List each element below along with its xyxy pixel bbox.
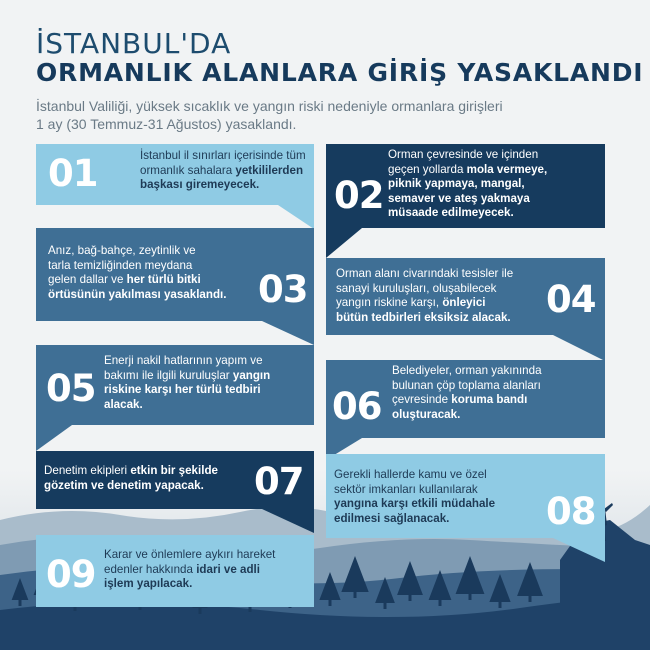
item-text-line: [388, 177, 547, 192]
card-pointer: [553, 335, 605, 361]
item-text-line: [392, 364, 542, 379]
item-text-line: [44, 479, 218, 494]
item-text-regular: edenler hakkında: [104, 562, 197, 576]
item-number: 03: [258, 268, 308, 311]
item-text-regular: İstanbul il sınırları içerisinde tüm: [140, 149, 306, 162]
item-text-bold: başkası giremeyecek.: [140, 178, 260, 192]
item-text-line: [388, 206, 547, 221]
item-text-line: [104, 563, 275, 578]
item-text-bold: yangına karşı etkili müdahale: [334, 497, 496, 511]
item-text-regular: Enerji nakil hatlarının yapım ve: [104, 354, 263, 367]
item-text-line: [336, 311, 513, 326]
item-text-line: [334, 483, 495, 498]
item-text-line: [48, 259, 226, 274]
item-text-line: [336, 282, 513, 297]
item-text-line: [336, 296, 513, 311]
card-pointer: [326, 228, 362, 258]
title-city: İSTANBUL'DA: [36, 27, 232, 60]
item-text-bold: her türlü bitki: [126, 273, 201, 287]
item-card-03: [36, 228, 314, 321]
item-text: [104, 354, 270, 412]
item-text-line: [104, 577, 275, 592]
item-text: [336, 267, 513, 325]
item-text-regular: gelen dallar ve: [48, 273, 127, 287]
item-text-bold: riskine karşı her türlü tedbiri: [104, 383, 261, 397]
item-text-regular: çevresinde: [392, 393, 452, 407]
item-text-regular: yangın riskine karşı,: [336, 296, 443, 310]
item-card-06: [326, 360, 605, 438]
item-number: 04: [546, 278, 596, 321]
item-text-bold: önleyici: [442, 296, 486, 310]
item-text-regular: Gerekli hallerde kamu ve özel: [334, 468, 487, 481]
item-text-line: [336, 267, 513, 282]
item-text-regular: Karar ve önlemlere aykırı hareket: [104, 548, 276, 561]
item-text-regular: Orman alanı civarındaki tesisler ile: [336, 267, 514, 280]
item-text: [392, 364, 542, 422]
item-text-regular: bulunan çöp toplama alanları: [392, 378, 541, 392]
card-pointer: [262, 321, 314, 345]
item-text-regular: sektör imkanları kullanılarak: [334, 482, 478, 496]
item-text-bold: örtüsünün yakılması yasaklandı.: [48, 287, 227, 301]
item-text-bold: edilmesi sağlanacak.: [334, 511, 450, 525]
item-card-04: [326, 258, 605, 335]
item-text-bold: oluşturacak.: [392, 407, 461, 421]
card-pointer: [553, 538, 605, 562]
item-card-02: [326, 144, 605, 228]
item-text-line: [334, 512, 495, 527]
item-text: [48, 244, 226, 302]
item-text-line: [334, 468, 495, 483]
item-text-bold: semaver ve ateş yakmaya: [388, 191, 530, 205]
item-text-regular: Denetim ekipleri: [44, 464, 131, 477]
item-text-bold: müsaade edilmeyecek.: [388, 206, 514, 220]
item-text-line: [48, 273, 226, 288]
item-text: [334, 468, 495, 526]
item-text-bold: etkin bir şekilde: [130, 464, 218, 477]
item-text-line: [334, 497, 495, 512]
item-text-line: [392, 393, 542, 408]
item-text-line: [44, 464, 218, 479]
item-card-09: [36, 535, 314, 607]
item-text-line: [388, 192, 547, 207]
item-text-line: [140, 164, 306, 179]
item-text: [388, 148, 547, 221]
item-number: 01: [48, 152, 98, 195]
item-text-regular: Anız, bağ-bahçe, zeytinlik ve: [48, 244, 196, 257]
item-text-regular: tarla temizliğinden meydana: [48, 258, 193, 272]
card-pointer: [36, 425, 72, 451]
item-number: 07: [254, 460, 304, 503]
item-number: 09: [46, 553, 96, 596]
item-text-regular: ormanlık sahalara: [140, 163, 236, 177]
item-number: 02: [334, 174, 384, 217]
subtitle-line: 1 ay (30 Temmuz-31 Ağustos) yasaklandı.: [36, 116, 297, 132]
item-text-line: [104, 369, 270, 384]
item-text: [44, 464, 218, 493]
item-text-line: [392, 408, 542, 423]
item-text-bold: işlem yapılacak.: [104, 577, 193, 591]
item-card-07: [36, 451, 314, 509]
item-text-bold: piknik yapmaya, mangal,: [388, 177, 525, 191]
item-text-line: [140, 149, 306, 164]
item-text-bold: gözetim ve denetim yapacak.: [44, 478, 204, 492]
item-text-line: [104, 354, 270, 369]
card-pointer: [278, 205, 314, 229]
item-text: [140, 149, 306, 193]
item-text-line: [140, 178, 306, 193]
item-text-bold: idari ve adli: [196, 562, 260, 576]
item-text-line: [392, 379, 542, 394]
item-text: [104, 548, 275, 592]
item-text-line: [104, 383, 270, 398]
item-text-bold: yangın: [232, 368, 271, 382]
card-pointer: [262, 509, 314, 533]
item-text-regular: Orman çevresinde ve içinden: [388, 148, 539, 161]
item-card-08: [326, 454, 605, 538]
page-title: ORMANLIK ALANLARA GİRİŞ YASAKLANDI: [36, 58, 644, 87]
item-text-bold: alacak.: [104, 397, 143, 411]
item-text-regular: Belediyeler, orman yakınında: [392, 364, 542, 377]
item-text-line: [388, 148, 547, 163]
item-card-01: [36, 144, 314, 205]
item-text-line: [388, 163, 547, 178]
item-card-05: [36, 345, 314, 425]
subtitle: [36, 97, 596, 133]
item-text-line: [48, 288, 226, 303]
item-number: 05: [46, 367, 96, 410]
item-text-bold: yetkililerden: [235, 163, 304, 177]
item-text-line: [104, 548, 275, 563]
item-text-regular: geçen yollarda: [388, 162, 467, 176]
item-number: 08: [546, 490, 596, 533]
item-text-bold: bütün tedbirleri eksiksiz alacak.: [336, 310, 511, 324]
subtitle-line: İstanbul Valiliği, yüksek sıcaklık ve yangın riski nedeniyle ormanlara girişleri: [36, 98, 503, 114]
item-text-bold: mola vermeye,: [466, 162, 548, 176]
item-text-bold: koruma bandı: [451, 393, 528, 407]
item-text-regular: bakımı ile ilgili kuruluşlar: [104, 368, 233, 382]
item-text-regular: sanayi kuruluşları, oluşabilecek: [336, 281, 497, 295]
item-number: 06: [332, 385, 382, 428]
item-text-line: [104, 398, 270, 413]
item-text-line: [48, 244, 226, 259]
